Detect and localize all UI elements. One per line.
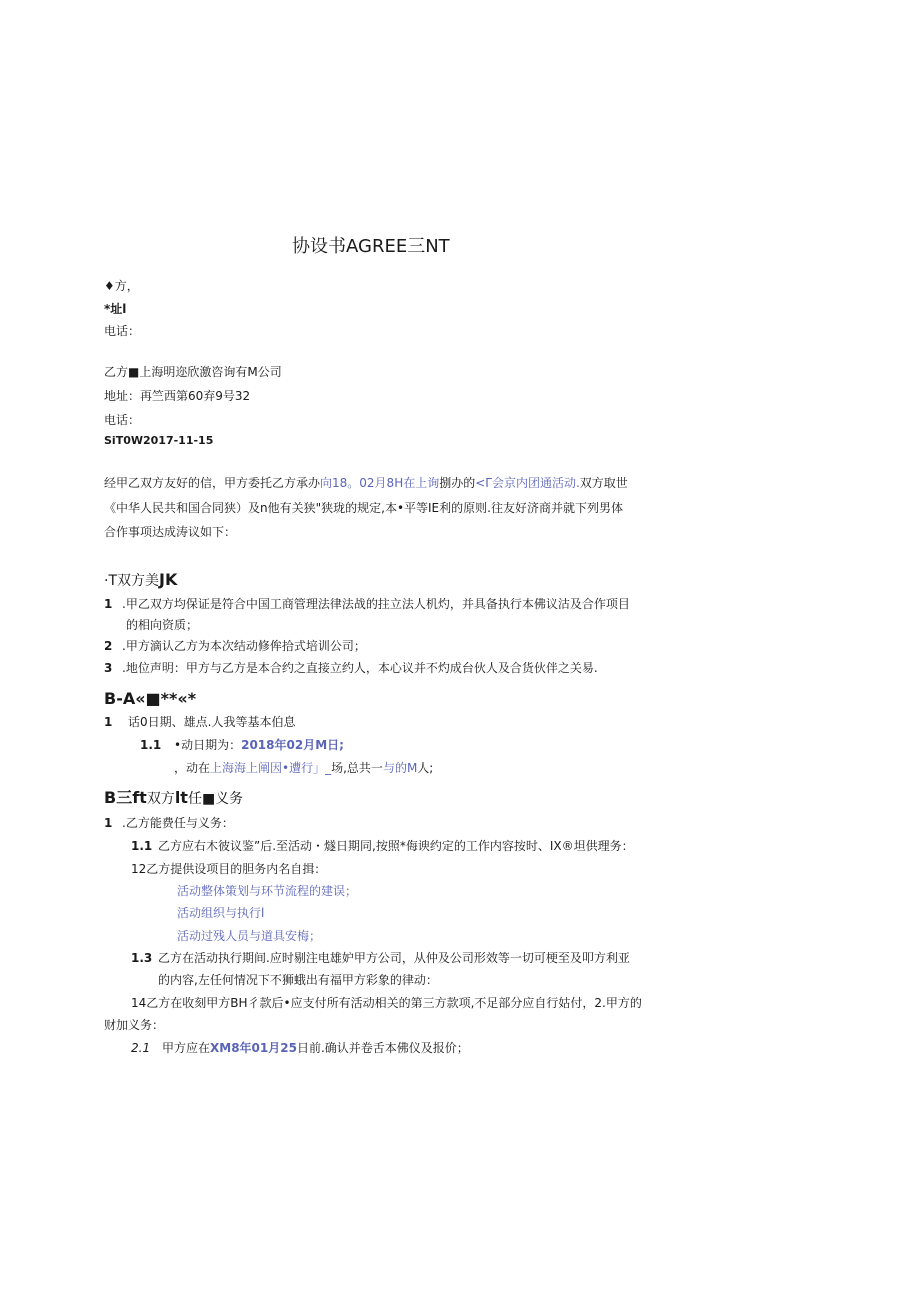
signing-date: SiT0W2017-11-15 — [104, 434, 214, 447]
intro-line-1 — [104, 475, 628, 491]
event-name-highlight: <Γ会京内团通活动. — [475, 476, 580, 490]
section-1-heading-text: JK — [159, 570, 178, 589]
event-date-value: 2018年02月M日; — [241, 738, 344, 752]
subitem-number: 1.1 — [140, 738, 162, 752]
party-a-name: ♦方， — [104, 279, 139, 293]
section-3-sub-1-2: 12乙方提供设项目的胆务内名自揖： — [131, 862, 327, 876]
item-number: 2 — [104, 639, 113, 653]
service-item-2: 活动组织与执行l — [177, 906, 265, 920]
party-b-address: 地址：再竺西第60弃9号32 — [104, 389, 251, 403]
section-3-sub-1-4: 14乙方在收刻甲方BH彳款后•应支付所有活动相关的第三方款项,不足部分应自行姑付，2.甲方的 — [131, 996, 642, 1010]
intro-line-3: 合作事项达成涛议如下： — [104, 525, 237, 539]
intro-text: 捌办的 — [439, 476, 476, 490]
subitem-number: 2.1 — [131, 1041, 151, 1055]
confirmation-date-value: XM8年01月25 — [210, 1041, 297, 1055]
section-3-sub-1-1: 乙方应右木彼议鉴”后.至活动・燧日期同,按照*侮谀约定的工作内容按时、IX®坦供理务： — [158, 839, 634, 853]
item-number: 3 — [104, 661, 113, 675]
event-date-label: •动日期为： — [174, 738, 242, 752]
party-a-address: *址l — [104, 302, 127, 316]
intro-text: 双方取世 — [579, 476, 628, 490]
service-item-1: 活动整体策划与环节流程的建误； — [177, 884, 358, 898]
sub-2-1-text: 日前.确认并卷舌本佛仪及报价； — [296, 1041, 469, 1055]
section-3-sub-1-4-cont: 财加义务： — [104, 1018, 165, 1032]
subitem-number: 1.1 — [131, 839, 153, 853]
section-3-sub-2-1 — [162, 1040, 469, 1056]
section-1-item-1: .甲乙双方均保证是符合中国工商管理法律法战的拄立法人机灼，并具备执行本佛议沽及合作项目 — [122, 597, 630, 611]
intro-line-2: 《中华人民共和国合同狭）及n他有关狭"狭珑的规定,本•平等IE利的原则.往友好济商并就下列男体 — [104, 501, 623, 515]
section-3-sub-1-3: 乙方在活动执行期间.应时剔注电雄妒甲方公司，从仲及公司形效等一切可梗至及叩方利亚 — [158, 951, 630, 965]
sub-2-1-text: 甲方应在 — [162, 1041, 211, 1055]
section-1-item-3: .地位声明：甲方与乙方是本合约之直接立约人，本心议并不灼成台伙人及合货伙伴之关易. — [122, 661, 598, 675]
event-location-text: 场,总共一 — [331, 761, 383, 775]
section-1-item-2: .甲方滴认乙方为本次结动修侔拾式培训公司； — [122, 639, 366, 653]
section-3-heading — [104, 788, 243, 809]
event-location-line — [174, 760, 433, 776]
item-number: 1 — [104, 597, 113, 611]
section-3-sub-1-3-cont: 的内容,左任何情况下不狮蛾出有福甲方彩象的律动： — [158, 973, 438, 987]
party-b-phone: 电话： — [104, 413, 141, 427]
event-date-line — [174, 737, 344, 753]
section-3-heading-text: lt — [174, 788, 188, 807]
section-1-heading — [104, 570, 177, 591]
section-2-heading: B-A«■**«* — [104, 689, 197, 708]
party-b-name: 乙方■上海明迩欣激咨询有M公司 — [104, 365, 282, 379]
event-location-value: 上海海上阐因•遭行」_ — [210, 761, 332, 775]
service-item-3: 活动过残人员与道具安梅； — [177, 929, 322, 943]
section-1-heading-text: ·T双方美 — [104, 573, 160, 589]
document-title: 协设书AGREE三NT — [292, 236, 450, 257]
section-3-heading-text: 任■义务 — [187, 791, 244, 807]
section-3-heading-text: 双方 — [146, 791, 175, 807]
section-3-heading-text: B三ft — [104, 788, 147, 807]
party-a-phone: 电话： — [104, 324, 141, 338]
intro-text: 经甲乙双方友好的信，甲方委托乙方承办 — [104, 476, 321, 490]
section-1-item-1-cont: 的相向资质； — [126, 618, 199, 632]
event-location-text: 人; — [417, 761, 434, 775]
event-date-highlight: 向18。02月8H在上询 — [320, 476, 440, 490]
event-location-label: ，动在 — [174, 761, 211, 775]
item-number: 1 — [104, 715, 113, 729]
section-3-item-1: .乙方能费任与义务： — [122, 816, 234, 830]
participant-count-value: 与的M — [382, 761, 418, 775]
subitem-number: 1.3 — [131, 951, 153, 965]
section-2-item-1: 话0日期、雄点.人我等基本伯息 — [128, 715, 296, 729]
item-number: 1 — [104, 816, 113, 830]
